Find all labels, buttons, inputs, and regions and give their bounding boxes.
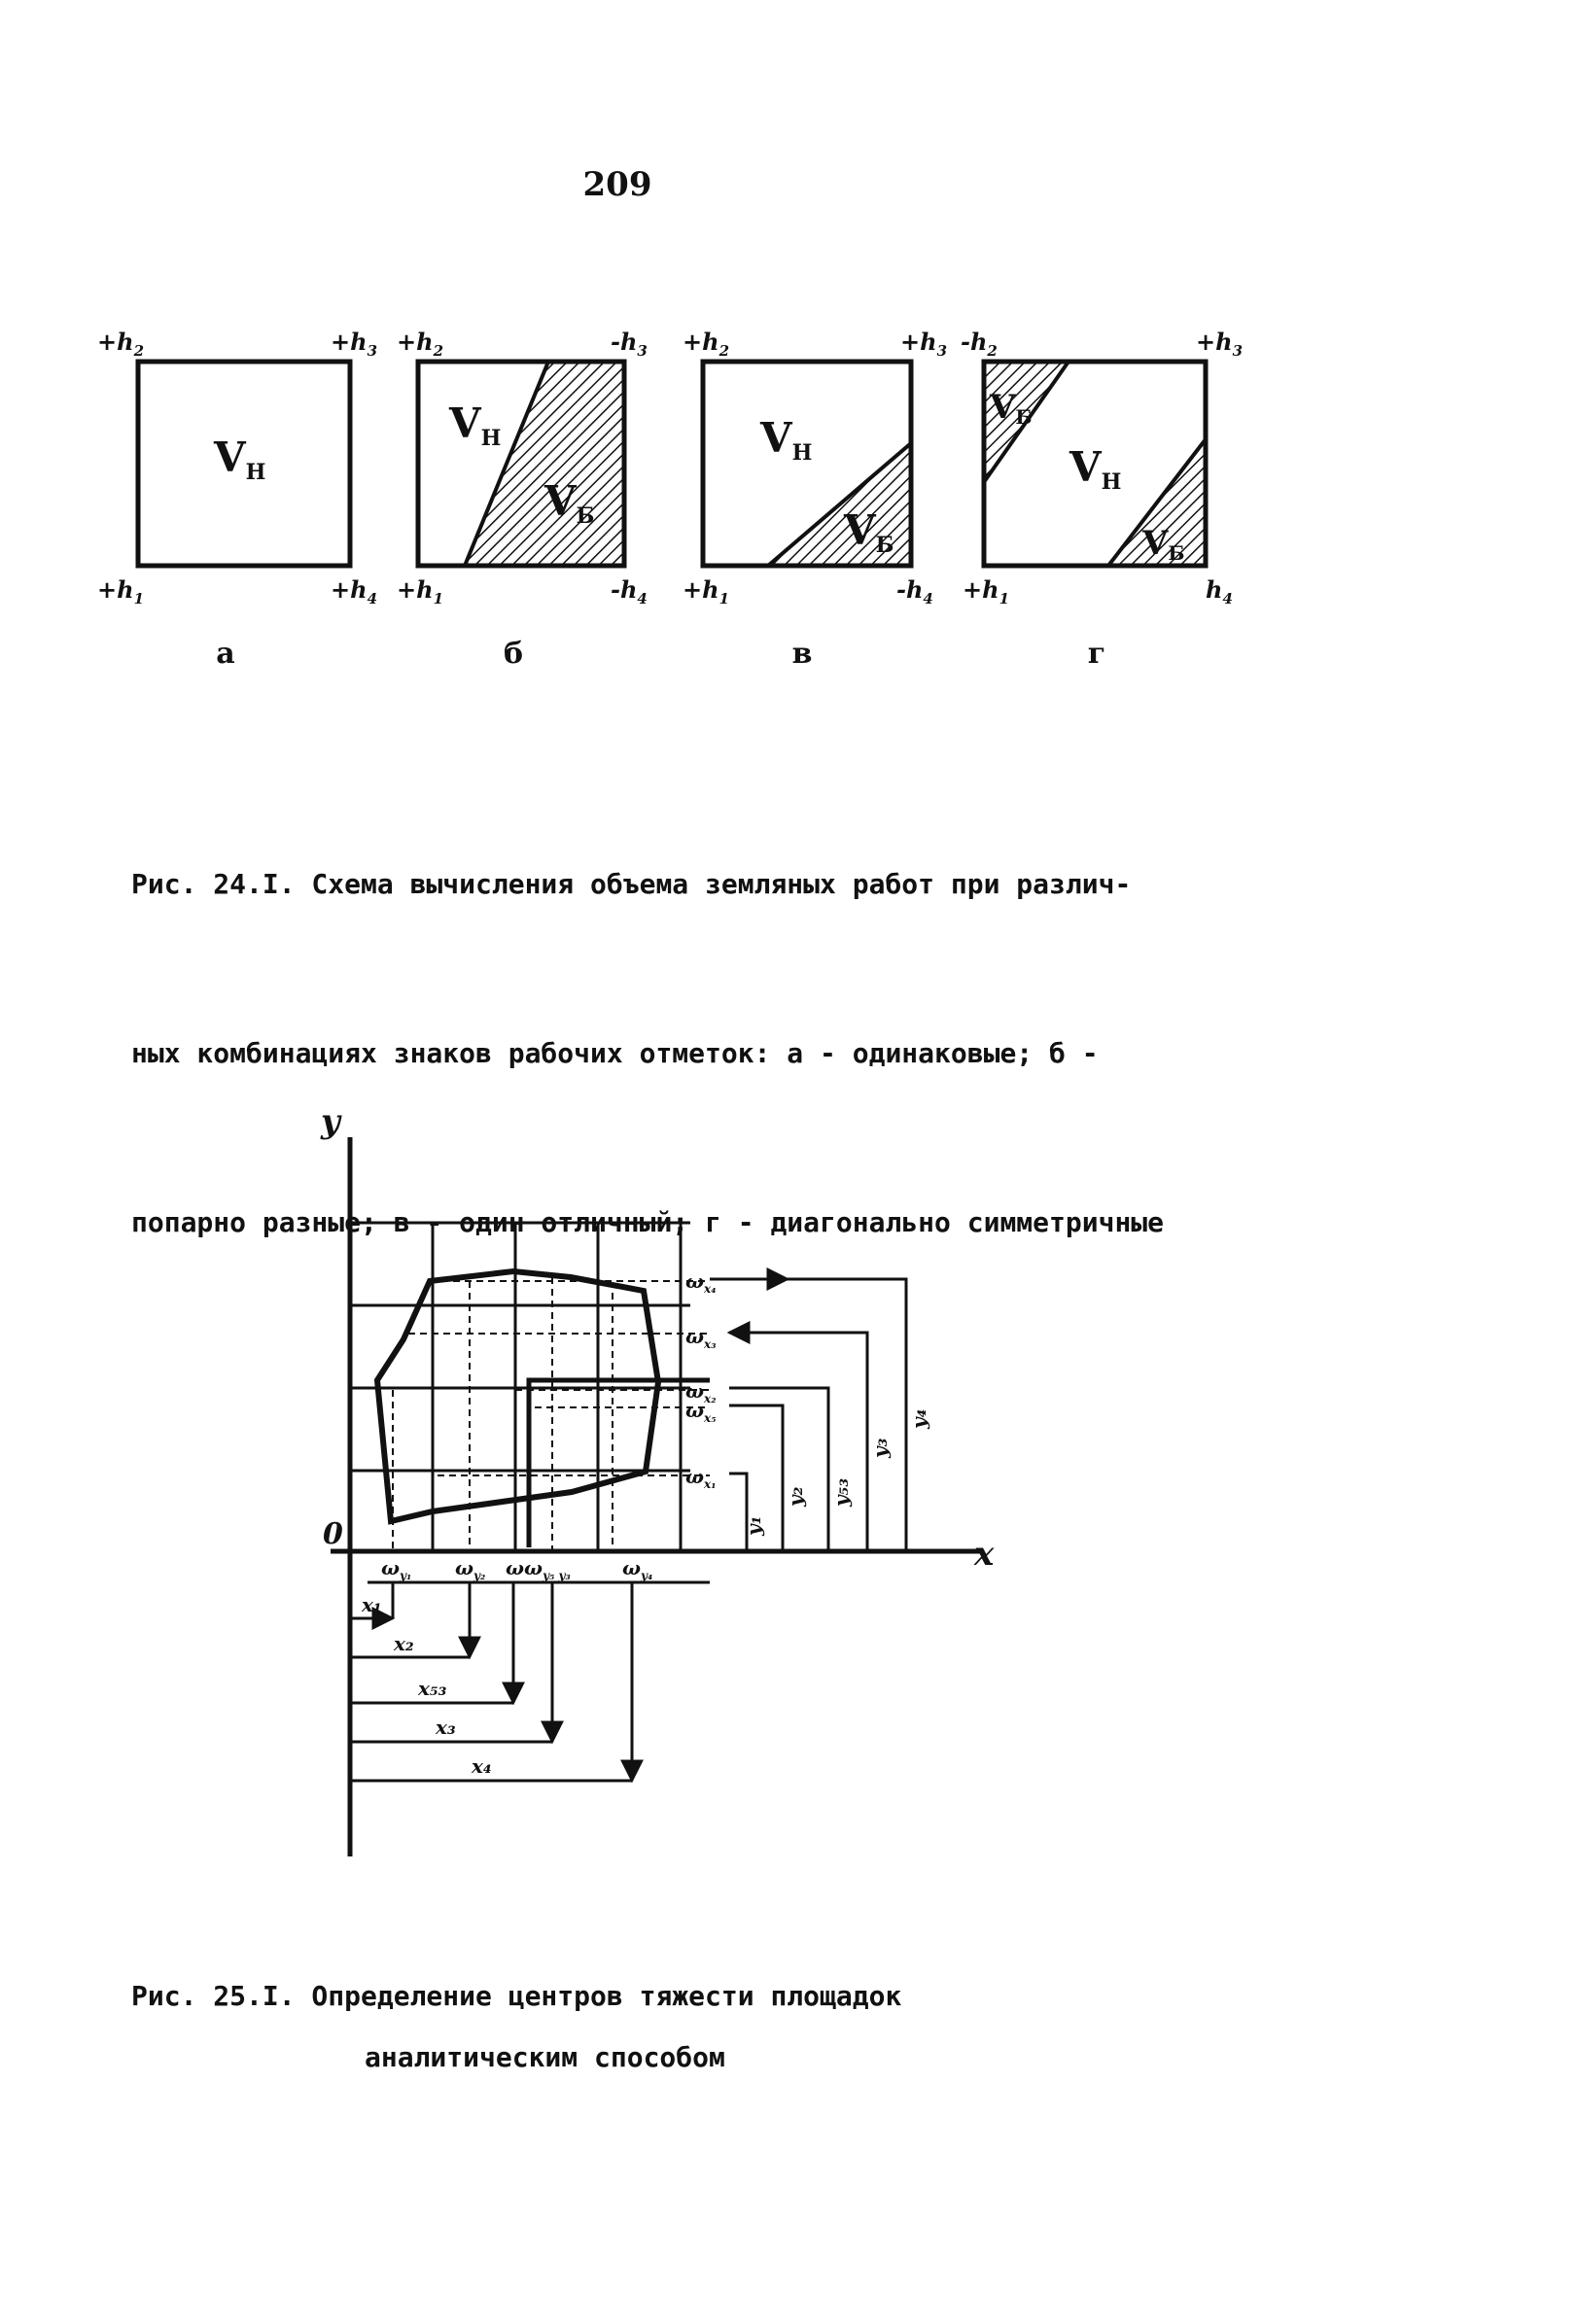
corner-label: $+h_2$: [683, 328, 729, 360]
caption-line: ных комбинациях знаков рабочих отметок: а - одинаковые; б -: [131, 1037, 1099, 1069]
corner-label: $-h_4$: [896, 575, 933, 607]
x-dim-label: x₁: [362, 1593, 382, 1616]
corner-label: $-h_3$: [611, 328, 648, 360]
corner-label: $+h_1$: [397, 575, 443, 607]
volume-label-v-main: VН: [760, 414, 813, 466]
origin-label: 0: [323, 1517, 343, 1551]
omega-label: $\omega_{x_1}$: [685, 1465, 717, 1491]
corner-label: $-h_2$: [961, 328, 998, 360]
figure-25-1-caption-line2: аналитическим способом: [365, 2041, 725, 2073]
x-dim-label: x₃: [436, 1716, 456, 1739]
omega-label: $\omega_{x_5}$: [685, 1399, 717, 1425]
volume-label-b-cut: VБ: [544, 477, 595, 529]
x-dim-label: x₂: [394, 1632, 414, 1655]
panel-letter-a: а: [216, 637, 235, 671]
omega-label: $\omega_{x_4}$: [685, 1269, 717, 1296]
omega-label: $\omega_{y_1}$: [381, 1556, 412, 1582]
corner-label: $+h_3$: [900, 328, 947, 360]
corner-label: $+h_3$: [331, 328, 377, 360]
volume-label-a-main: VН: [214, 434, 266, 485]
omega-label: $\omega_{y_2}$: [455, 1556, 486, 1582]
corner-label: $+h_1$: [97, 575, 144, 607]
volume-label-g-cut1: VБ: [990, 388, 1033, 429]
y-dim-label: y₂: [784, 1486, 807, 1507]
corner-label: $+h_2$: [97, 328, 144, 360]
omega-label: $\omega\omega_{y_5 y_3}$: [506, 1556, 571, 1582]
volume-label-b-main: VН: [449, 399, 502, 451]
caption-line: попарно разные; в - один отличный; г - диагонально симметричные: [131, 1206, 1165, 1238]
y-axis-label: y: [321, 1108, 340, 1141]
caption-line: Рис. 24.I. Схема вычисления объема земляных работ при различ-: [131, 868, 1132, 900]
corner-label: $+h_3$: [1196, 328, 1243, 360]
panel-letter-g: г: [1087, 637, 1106, 671]
corner-label: $+h_1$: [963, 575, 1009, 607]
omega-label: $\omega_{y_4}$: [622, 1556, 653, 1582]
figure-25-1: [311, 1108, 1031, 1886]
corner-label: $+h_1$: [683, 575, 729, 607]
corner-label: $+h_2$: [397, 328, 443, 360]
y-dim-label: y₃: [868, 1438, 892, 1458]
figure-24-1: [88, 321, 1293, 690]
volume-label-g-main: VН: [1069, 443, 1122, 495]
panel-letter-b: б: [503, 637, 524, 671]
volume-label-v-cut: VБ: [844, 506, 894, 558]
figure-25-1-caption-line1: Рис. 25.I. Определение центров тяжести площадок: [131, 1980, 902, 2012]
omega-label: $\omega_{x_2}$: [685, 1379, 717, 1405]
site-polygon: [377, 1271, 658, 1521]
x-axis-label: x: [974, 1535, 995, 1574]
panel-letter-v: в: [791, 637, 813, 671]
corner-label: $+h_4$: [331, 575, 377, 607]
omega-label: $\omega_{x_3}$: [685, 1325, 717, 1351]
y-dim-label: y₄: [907, 1408, 930, 1429]
y-dim-label: y₁: [742, 1515, 765, 1536]
corner-label: $h_4$: [1206, 575, 1233, 607]
x-dim-label: x₄: [472, 1754, 492, 1778]
y-dim-label: y₅₃: [829, 1477, 853, 1507]
corner-label: $-h_4$: [611, 575, 648, 607]
page-number: 209: [582, 165, 652, 204]
panel-b: [418, 362, 624, 566]
x-dim-label: x₅₃: [418, 1677, 447, 1700]
volume-label-g-cut2: VБ: [1142, 524, 1185, 565]
